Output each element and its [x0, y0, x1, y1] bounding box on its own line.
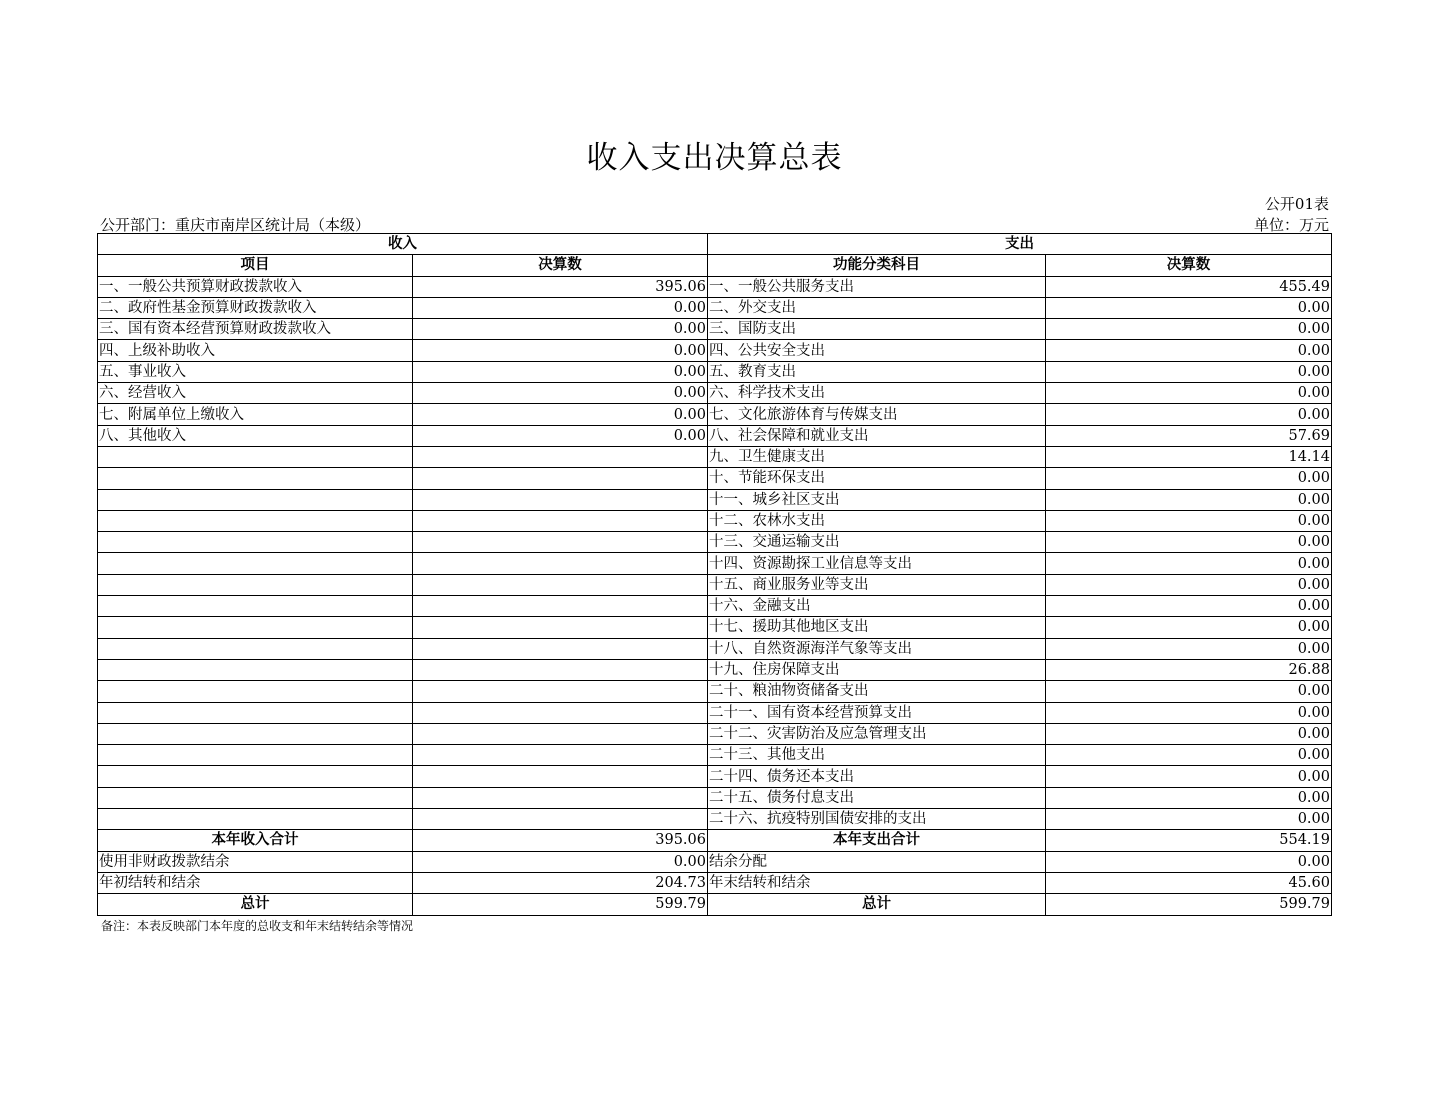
expense-item-cell: 十九、住房保障支出 — [708, 659, 1046, 680]
expense-amount-cell: 0.00 — [1046, 809, 1332, 830]
table-row — [98, 425, 1332, 446]
form-number: 公开01表 — [1264, 195, 1329, 213]
income-amount-column-header: 决算数 — [413, 255, 708, 276]
grand-expense-label: 总计 — [708, 894, 1046, 915]
function-column-header: 功能分类科目 — [708, 255, 1046, 276]
expense-amount-cell: 0.00 — [1046, 489, 1332, 510]
table-row — [98, 596, 1332, 617]
table-row — [98, 553, 1332, 574]
expense-amount-cell: 455.49 — [1046, 276, 1332, 297]
income-amount-cell — [413, 681, 708, 702]
expense-item-cell: 二十二、灾害防治及应急管理支出 — [708, 723, 1046, 744]
end-balance-value: 45.60 — [1046, 872, 1332, 893]
expense-amount-cell: 0.00 — [1046, 319, 1332, 340]
expense-item-cell: 二、外交支出 — [708, 297, 1046, 318]
expense-item-cell: 二十、粮油物资储备支出 — [708, 681, 1046, 702]
income-item-cell: 一、一般公共预算财政拨款收入 — [98, 276, 413, 297]
income-item-cell — [98, 638, 413, 659]
expense-amount-cell: 0.00 — [1046, 361, 1332, 382]
footnote: 备注：本表反映部门本年度的总收支和年末结转结余等情况 — [101, 919, 414, 933]
income-item-cell — [98, 468, 413, 489]
table-row — [98, 468, 1332, 489]
expense-item-cell: 二十五、债务付息支出 — [708, 787, 1046, 808]
year-income-label: 本年收入合计 — [98, 830, 413, 851]
income-amount-cell — [413, 745, 708, 766]
table-row — [98, 702, 1332, 723]
expense-item-cell: 二十四、债务还本支出 — [708, 766, 1046, 787]
table-row — [98, 809, 1332, 830]
income-amount-cell — [413, 553, 708, 574]
table-row — [98, 297, 1332, 318]
unit-label: 单位：万元 — [1253, 216, 1329, 234]
income-amount-cell: 0.00 — [413, 340, 708, 361]
expense-item-cell: 一、一般公共服务支出 — [708, 276, 1046, 297]
expense-item-cell: 十一、城乡社区支出 — [708, 489, 1046, 510]
begin-balance-label: 年初结转和结余 — [98, 872, 413, 893]
income-amount-cell — [413, 766, 708, 787]
income-item-cell: 三、国有资本经营预算财政拨款收入 — [98, 319, 413, 340]
income-item-cell — [98, 681, 413, 702]
income-item-cell: 四、上级补助收入 — [98, 340, 413, 361]
expense-amount-cell: 0.00 — [1046, 787, 1332, 808]
table-row — [98, 532, 1332, 553]
expense-item-cell: 二十三、其他支出 — [708, 745, 1046, 766]
expense-amount-cell: 14.14 — [1046, 446, 1332, 467]
table-row — [98, 383, 1332, 404]
table-row — [98, 723, 1332, 744]
income-header: 收入 — [98, 234, 708, 255]
table-row — [98, 510, 1332, 531]
table-row — [98, 659, 1332, 680]
income-item-cell — [98, 787, 413, 808]
expense-amount-cell: 0.00 — [1046, 681, 1332, 702]
expense-item-cell: 十五、商业服务业等支出 — [708, 574, 1046, 595]
income-amount-cell — [413, 787, 708, 808]
table-row — [98, 766, 1332, 787]
expense-amount-cell: 0.00 — [1046, 574, 1332, 595]
expense-amount-cell: 0.00 — [1046, 617, 1332, 638]
column-header-row — [98, 255, 1332, 276]
income-amount-cell: 0.00 — [413, 361, 708, 382]
income-amount-cell — [413, 510, 708, 531]
grand-total-row — [98, 894, 1332, 915]
income-amount-cell: 0.00 — [413, 319, 708, 340]
table-row — [98, 489, 1332, 510]
section-header-row — [98, 234, 1332, 255]
table-row — [98, 617, 1332, 638]
expense-item-cell: 十二、农林水支出 — [708, 510, 1046, 531]
income-amount-cell — [413, 617, 708, 638]
income-amount-cell — [413, 468, 708, 489]
income-amount-cell — [413, 723, 708, 744]
income-amount-cell — [413, 446, 708, 467]
end-balance-label: 年末结转和结余 — [708, 872, 1046, 893]
expense-amount-cell: 0.00 — [1046, 532, 1332, 553]
income-amount-cell — [413, 596, 708, 617]
income-item-cell — [98, 553, 413, 574]
year-expense-value: 554.19 — [1046, 830, 1332, 851]
item-column-header: 项目 — [98, 255, 413, 276]
expense-amount-cell: 0.00 — [1046, 404, 1332, 425]
expense-amount-cell: 0.00 — [1046, 638, 1332, 659]
expense-amount-cell: 0.00 — [1046, 510, 1332, 531]
income-item-cell: 五、事业收入 — [98, 361, 413, 382]
income-amount-cell — [413, 574, 708, 595]
income-amount-cell: 0.00 — [413, 425, 708, 446]
income-amount-cell — [413, 532, 708, 553]
income-item-cell: 七、附属单位上缴收入 — [98, 404, 413, 425]
table-row — [98, 340, 1332, 361]
grand-expense-value: 599.79 — [1046, 894, 1332, 915]
income-item-cell — [98, 510, 413, 531]
table-row — [98, 404, 1332, 425]
expense-amount-cell: 0.00 — [1046, 745, 1332, 766]
expense-amount-column-header: 决算数 — [1046, 255, 1332, 276]
table-row — [98, 787, 1332, 808]
income-amount-cell — [413, 702, 708, 723]
income-amount-cell — [413, 489, 708, 510]
carryover-row — [98, 872, 1332, 893]
income-item-cell — [98, 617, 413, 638]
expense-amount-cell: 0.00 — [1046, 553, 1332, 574]
non-fiscal-label: 使用非财政拨款结余 — [98, 851, 413, 872]
department-label: 公开部门：重庆市南岸区统计局（本级） — [100, 216, 371, 234]
income-item-cell — [98, 574, 413, 595]
expense-item-cell: 九、卫生健康支出 — [708, 446, 1046, 467]
income-item-cell — [98, 745, 413, 766]
year-expense-label: 本年支出合计 — [708, 830, 1046, 851]
income-item-cell — [98, 596, 413, 617]
year-total-row — [98, 830, 1332, 851]
expense-item-cell: 二十六、抗疫特别国债安排的支出 — [708, 809, 1046, 830]
income-item-cell — [98, 723, 413, 744]
expense-item-cell: 七、文化旅游体育与传媒支出 — [708, 404, 1046, 425]
expense-amount-cell: 26.88 — [1046, 659, 1332, 680]
expense-item-cell: 十六、金融支出 — [708, 596, 1046, 617]
expense-item-cell: 六、科学技术支出 — [708, 383, 1046, 404]
table-row — [98, 745, 1332, 766]
expense-item-cell: 八、社会保障和就业支出 — [708, 425, 1046, 446]
income-item-cell — [98, 446, 413, 467]
budget-table — [97, 233, 1332, 916]
income-amount-cell: 395.06 — [413, 276, 708, 297]
table-row — [98, 574, 1332, 595]
expense-item-cell: 十、节能环保支出 — [708, 468, 1046, 489]
year-income-value: 395.06 — [413, 830, 708, 851]
expense-amount-cell: 57.69 — [1046, 425, 1332, 446]
expense-amount-cell: 0.00 — [1046, 766, 1332, 787]
expense-amount-cell: 0.00 — [1046, 702, 1332, 723]
expense-item-cell: 十七、援助其他地区支出 — [708, 617, 1046, 638]
expense-item-cell: 十八、自然资源海洋气象等支出 — [708, 638, 1046, 659]
expense-item-cell: 十三、交通运输支出 — [708, 532, 1046, 553]
income-item-cell — [98, 489, 413, 510]
table-row — [98, 446, 1332, 467]
table-row — [98, 361, 1332, 382]
page-title: 收入支出决算总表 — [586, 140, 843, 176]
begin-balance-value: 204.73 — [413, 872, 708, 893]
expense-amount-cell: 0.00 — [1046, 340, 1332, 361]
income-amount-cell: 0.00 — [413, 404, 708, 425]
expense-header: 支出 — [708, 234, 1332, 255]
expense-item-cell: 五、教育支出 — [708, 361, 1046, 382]
balance-row — [98, 851, 1332, 872]
expense-amount-cell: 0.00 — [1046, 468, 1332, 489]
expense-amount-cell: 0.00 — [1046, 596, 1332, 617]
income-item-cell — [98, 702, 413, 723]
expense-amount-cell: 0.00 — [1046, 383, 1332, 404]
grand-income-value: 599.79 — [413, 894, 708, 915]
expense-item-cell: 四、公共安全支出 — [708, 340, 1046, 361]
expense-item-cell: 三、国防支出 — [708, 319, 1046, 340]
income-item-cell — [98, 809, 413, 830]
income-item-cell: 八、其他收入 — [98, 425, 413, 446]
income-amount-cell — [413, 809, 708, 830]
surplus-alloc-value: 0.00 — [1046, 851, 1332, 872]
table-row — [98, 276, 1332, 297]
income-amount-cell: 0.00 — [413, 297, 708, 318]
income-item-cell — [98, 532, 413, 553]
income-amount-cell — [413, 638, 708, 659]
income-item-cell: 六、经营收入 — [98, 383, 413, 404]
income-item-cell: 二、政府性基金预算财政拨款收入 — [98, 297, 413, 318]
non-fiscal-value: 0.00 — [413, 851, 708, 872]
table-row — [98, 319, 1332, 340]
income-item-cell — [98, 766, 413, 787]
expense-amount-cell: 0.00 — [1046, 723, 1332, 744]
expense-amount-cell: 0.00 — [1046, 297, 1332, 318]
income-item-cell — [98, 659, 413, 680]
table-row — [98, 681, 1332, 702]
table-row — [98, 638, 1332, 659]
expense-item-cell: 二十一、国有资本经营预算支出 — [708, 702, 1046, 723]
income-amount-cell: 0.00 — [413, 383, 708, 404]
surplus-alloc-label: 结余分配 — [708, 851, 1046, 872]
income-amount-cell — [413, 659, 708, 680]
expense-item-cell: 十四、资源勘探工业信息等支出 — [708, 553, 1046, 574]
grand-income-label: 总计 — [98, 894, 413, 915]
